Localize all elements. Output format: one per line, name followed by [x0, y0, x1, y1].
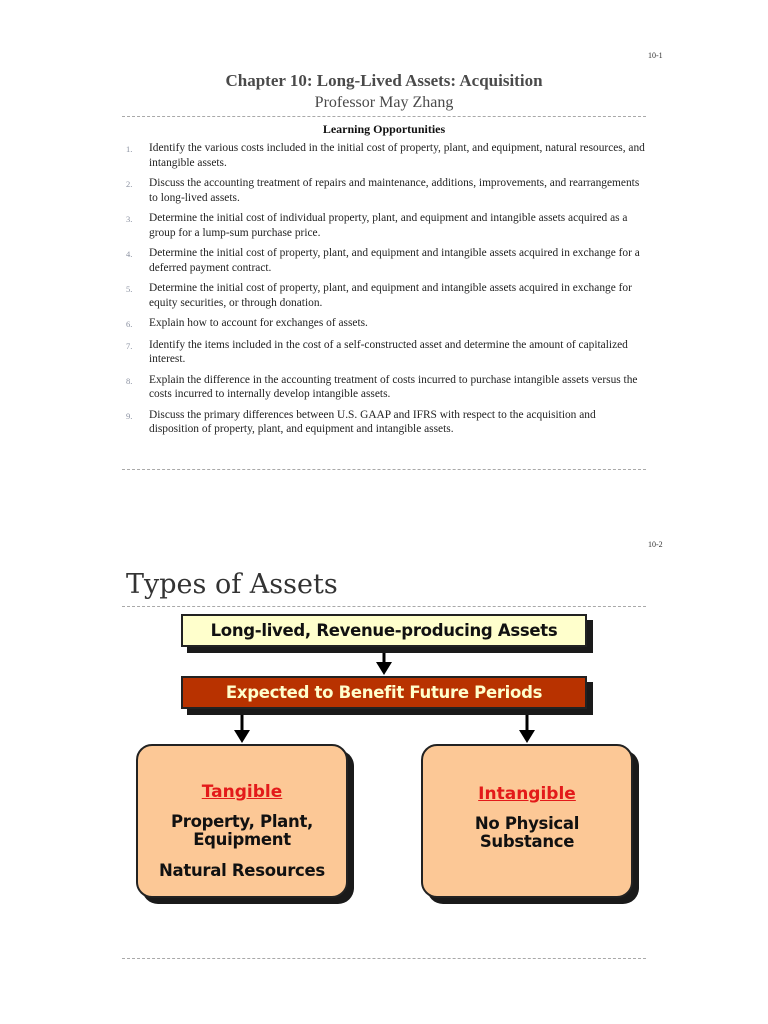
list-item: 7. Identify the items included in the cost of a self-constructed asset and determine the amount of capitalized interest. — [126, 338, 628, 365]
arrowhead-icon — [376, 662, 392, 675]
intangible-heading: Intangible — [478, 784, 576, 804]
box-future-benefit: Expected to Benefit Future Periods — [181, 676, 587, 709]
list-item: 9. Discuss the primary differences between U.S. GAAP and IFRS with respect to the acquisition and disposition of property, plant, and equipment and intangible assets. — [126, 408, 596, 435]
page-number-1: 10-1 — [648, 51, 663, 60]
list-item: 5. Determine the initial cost of property, plant, and equipment and intangible assets acquired in exchange for equity securities, or through donation. — [126, 282, 632, 309]
list-item: 4. Determine the initial cost of property, plant, and equipment and intangible assets acquired in exchange for a deferred payment contract. — [126, 247, 640, 274]
tangible-line: Natural Resources — [159, 861, 325, 880]
slide-title: Types of Assets — [126, 569, 338, 600]
list-item: 6. Explain how to account for exchanges of assets. — [126, 317, 368, 329]
intangible-line: Substance — [479, 832, 575, 851]
box-long-lived-assets: Long-lived, Revenue-producing Assets — [181, 614, 587, 647]
chapter-title: Chapter 10: Long-Lived Assets: Acquisition — [225, 71, 543, 90]
tangible-line: Property, Plant, — [170, 812, 314, 831]
arrowhead-icon — [519, 730, 535, 743]
chapter-subtitle: Professor May Zhang — [314, 94, 454, 111]
list-item: 8. Explain the difference in the accounting treatment of costs incurred to purchase intangible assets versus the costs incurred to internally develop intangible assets. — [126, 373, 638, 400]
section-heading: Learning Opportunities — [322, 122, 446, 136]
tangible-heading: Tangible — [201, 782, 283, 802]
list-item: 1. Identify the various costs included in the initial cost of property, plant, and equipment, natural resources, and intangible assets. — [126, 142, 645, 169]
box-intangible — [421, 744, 633, 898]
tangible-line: Equipment — [193, 830, 291, 849]
divider — [122, 958, 646, 959]
arrowhead-icon — [234, 730, 250, 743]
page-number-2: 10-2 — [648, 540, 663, 549]
list-item: 2. Discuss the accounting treatment of repairs and maintenance, additions, improvements, and rearrangements to long-lived assets. — [126, 177, 640, 204]
box-tangible — [136, 744, 348, 898]
list-item: 3. Determine the initial cost of individual property, plant, and equipment and intangible assets acquired as a group for a lump-sum purchase price. — [126, 212, 628, 239]
intangible-line: No Physical — [474, 814, 580, 833]
